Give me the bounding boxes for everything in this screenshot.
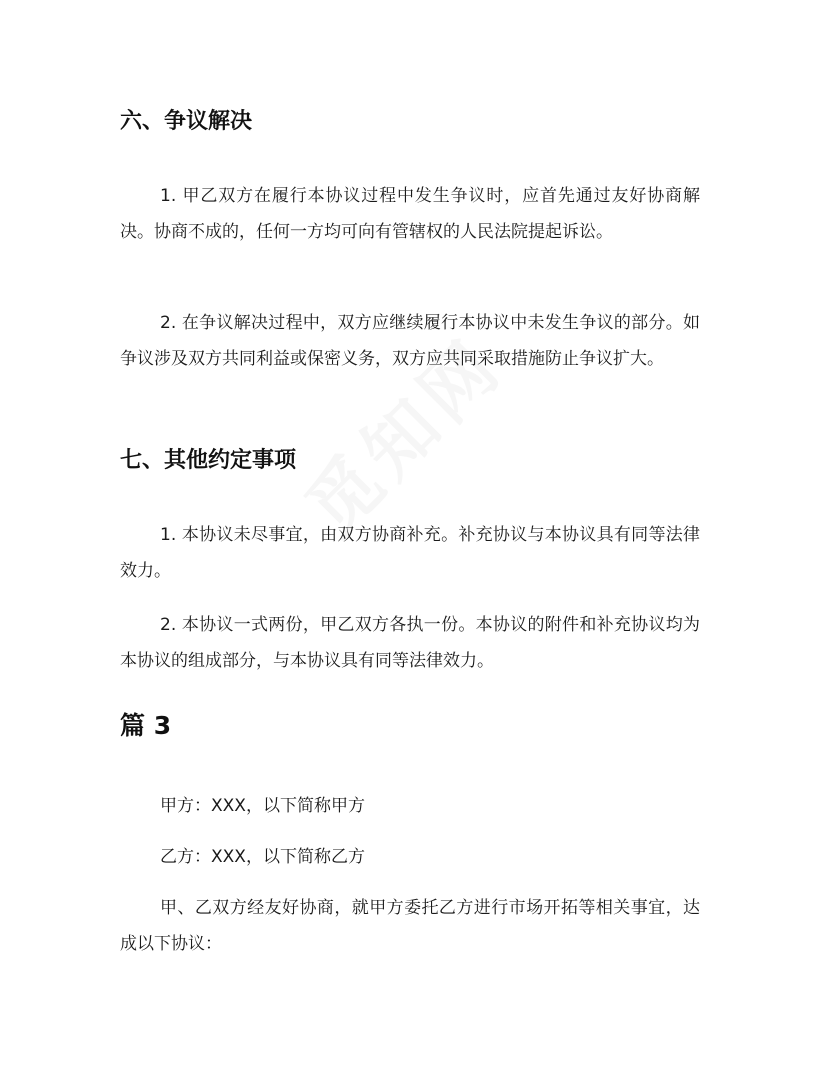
party-a-line: 甲方：XXX，以下简称甲方 xyxy=(160,796,365,816)
paragraph-other-1: 1. 本协议未尽事宜，由双方协商补充。补充协议与本协议具有同等法律效力。 xyxy=(120,525,700,581)
agreement-intro-paragraph: 甲、乙双方经友好协商，就甲方委托乙方进行市场开拓等相关事宜，达成以下协议： xyxy=(120,898,700,954)
part-heading-3: 篇 3 xyxy=(120,711,172,740)
party-b-line: 乙方：XXX，以下简称乙方 xyxy=(160,847,365,867)
paragraph-dispute-2: 2. 在争议解决过程中，双方应继续履行本协议中未发生争议的部分。如争议涉及双方共同利益或保密义务，双方应共同采取措施防止争议扩大。 xyxy=(120,313,700,369)
paragraph-other-2: 2. 本协议一式两份，甲乙双方各执一份。本协议的附件和补充协议均为本协议的组成部分，与本协议具有同等法律效力。 xyxy=(120,615,700,671)
section-heading-other-matters: 七、其他约定事项 xyxy=(120,448,297,473)
section-heading-dispute-resolution: 六、争议解决 xyxy=(120,109,253,134)
paragraph-dispute-1: 1. 甲乙双方在履行本协议过程中发生争议时，应首先通过友好协商解决。协商不成的，任何一方均可向有管辖权的人民法院提起诉讼。 xyxy=(120,186,700,242)
